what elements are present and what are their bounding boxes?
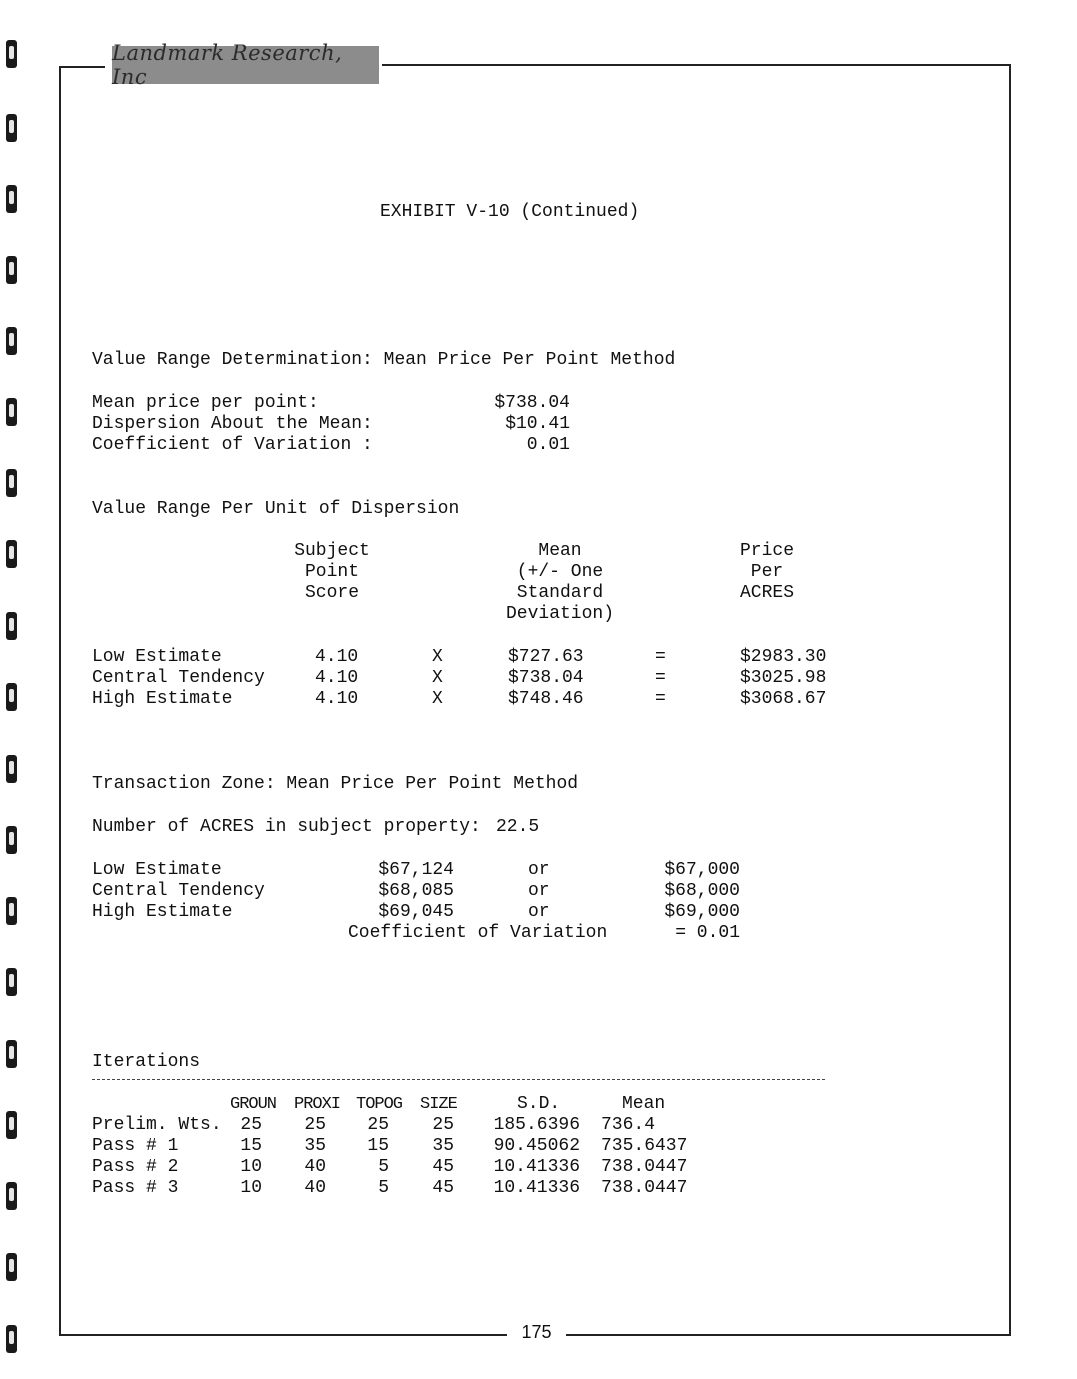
section-heading-iterations: Iterations [92, 1052, 201, 1072]
zone-row-value: $69,045 [378, 902, 454, 922]
zone-row-rounded: $68,000 [664, 881, 740, 901]
dispersion-label: Dispersion About the Mean: [92, 414, 373, 434]
binder-hole [6, 612, 17, 640]
column-header-mean-line2: (+/- One [516, 562, 604, 582]
iteration-row-size: 25 [432, 1115, 454, 1135]
unit-row-score: 4.10 [315, 668, 359, 688]
iteration-row-proxi: 40 [304, 1157, 326, 1177]
column-header-subject: Subject [294, 541, 370, 561]
zone-row-label: High Estimate [92, 902, 233, 922]
zone-row-rounded: $69,000 [664, 902, 740, 922]
iteration-row-topog: 5 [378, 1157, 389, 1177]
binder-hole [6, 327, 17, 355]
iteration-row-mean: 735.6437 [601, 1136, 688, 1156]
company-logo: Landmark Research, Inc [112, 46, 379, 84]
zone-cv-value: = 0.01 [675, 923, 740, 943]
zone-row-value: $68,085 [378, 881, 454, 901]
iteration-row-groun: 10 [240, 1178, 262, 1198]
iteration-row-label: Pass # 2 [92, 1157, 179, 1177]
section-heading-value-range-per-unit: Value Range Per Unit of Dispersion [92, 499, 460, 519]
iteration-column-header: SIZE [420, 1095, 457, 1114]
binder-hole [6, 540, 17, 568]
iteration-column-header: TOPOG [356, 1095, 403, 1114]
page-frame-bottom [59, 1334, 507, 1336]
zone-row-rounded: $67,000 [664, 860, 740, 880]
page-frame-bottom [566, 1334, 1011, 1336]
binder-hole [6, 968, 17, 996]
iteration-row-label: Prelim. Wts. [92, 1115, 222, 1135]
unit-row-price: $3025.98 [740, 668, 827, 688]
iteration-row-topog: 25 [367, 1115, 389, 1135]
page-number: 175 [521, 1322, 552, 1342]
iteration-row-groun: 25 [240, 1115, 262, 1135]
page-frame-left [59, 66, 61, 1336]
iteration-row-proxi: 35 [304, 1136, 326, 1156]
unit-row-score: 4.10 [315, 689, 359, 709]
iteration-row-proxi: 40 [304, 1178, 326, 1198]
iteration-row-proxi: 25 [304, 1115, 326, 1135]
binder-hole [6, 185, 17, 213]
unit-row-mean: $727.63 [508, 647, 584, 667]
unit-row-price: $2983.30 [740, 647, 827, 667]
binder-hole [6, 826, 17, 854]
iteration-row-groun: 15 [240, 1136, 262, 1156]
binder-hole [6, 1111, 17, 1139]
exhibit-title: EXHIBIT V-10 (Continued) [380, 202, 640, 222]
unit-row-label: Low Estimate [92, 647, 222, 667]
column-header-acres: ACRES [739, 583, 794, 603]
iteration-row-sd: 10.41336 [493, 1178, 580, 1198]
unit-row-mean: $738.04 [508, 668, 584, 688]
section-heading-transaction-zone: Transaction Zone: Mean Price Per Point Method [92, 774, 579, 794]
iteration-row-size: 45 [432, 1157, 454, 1177]
unit-row-score: 4.10 [315, 647, 359, 667]
mean-price-label: Mean price per point: [92, 393, 319, 413]
section-heading-value-range-determination: Value Range Determination: Mean Price Per Point Method [92, 350, 676, 370]
page-frame-right [1009, 64, 1011, 1336]
binder-hole [6, 1253, 17, 1281]
iteration-row-mean: 738.0447 [601, 1157, 688, 1177]
coefficient-value: 0.01 [526, 435, 570, 455]
binder-hole [6, 1040, 17, 1068]
coefficient-label: Coefficient of Variation : [92, 435, 373, 455]
iteration-row-sd: 185.6396 [493, 1115, 580, 1135]
iteration-row-label: Pass # 1 [92, 1136, 179, 1156]
zone-row-label: Central Tendency [92, 881, 265, 901]
acres-label: Number of ACRES in subject property: [92, 817, 481, 837]
zone-row-or: or [528, 860, 550, 880]
iteration-row-label: Pass # 3 [92, 1178, 179, 1198]
iteration-row-sd: 10.41336 [493, 1157, 580, 1177]
unit-row-equals: = [655, 668, 666, 688]
iteration-row-mean: 738.0447 [601, 1178, 688, 1198]
binder-hole [6, 897, 17, 925]
iteration-row-topog: 15 [367, 1136, 389, 1156]
iteration-column-header: Mean [622, 1094, 666, 1114]
column-header-mean: Mean [538, 541, 582, 561]
binder-hole [6, 114, 17, 142]
iteration-column-header: PROXI [294, 1095, 341, 1114]
unit-row-equals: = [655, 689, 666, 709]
dispersion-value: $10.41 [505, 414, 570, 434]
column-header-point: Point [304, 562, 359, 582]
zone-row-label: Low Estimate [92, 860, 222, 880]
binder-hole [6, 256, 17, 284]
column-header-per: Per [750, 562, 784, 582]
iteration-column-header: GROUN [230, 1095, 277, 1114]
unit-row-operator: X [432, 668, 443, 688]
mean-price-value: $738.04 [494, 393, 570, 413]
zone-row-or: or [528, 881, 550, 901]
unit-row-operator: X [432, 647, 443, 667]
iteration-row-mean: 736.4 [601, 1115, 656, 1135]
zone-cv-label: Coefficient of Variation [348, 923, 608, 943]
iteration-row-sd: 90.45062 [493, 1136, 580, 1156]
binder-hole [6, 1182, 17, 1210]
page-frame-top [382, 64, 1011, 66]
binder-hole [6, 755, 17, 783]
iteration-row-size: 35 [432, 1136, 454, 1156]
iteration-row-groun: 10 [240, 1157, 262, 1177]
iteration-column-header: S.D. [517, 1094, 561, 1114]
iteration-row-topog: 5 [378, 1178, 389, 1198]
column-header-price: Price [739, 541, 794, 561]
unit-row-price: $3068.67 [740, 689, 827, 709]
binder-hole [6, 469, 17, 497]
unit-row-operator: X [432, 689, 443, 709]
zone-row-value: $67,124 [378, 860, 454, 880]
unit-row-equals: = [655, 647, 666, 667]
dashed-divider [92, 1079, 825, 1080]
column-header-score: Score [304, 583, 359, 603]
column-header-mean-line3: Standard [516, 583, 604, 603]
zone-row-or: or [528, 902, 550, 922]
iteration-row-size: 45 [432, 1178, 454, 1198]
binder-hole [6, 398, 17, 426]
unit-row-label: Central Tendency [92, 668, 265, 688]
unit-row-label: High Estimate [92, 689, 233, 709]
acres-value: 22.5 [496, 817, 540, 837]
unit-row-mean: $748.46 [508, 689, 584, 709]
binder-hole [6, 40, 17, 68]
page-frame-top [59, 66, 105, 68]
binder-hole [6, 1325, 17, 1353]
column-header-mean-line4: Deviation) [505, 604, 615, 624]
binder-hole [6, 683, 17, 711]
